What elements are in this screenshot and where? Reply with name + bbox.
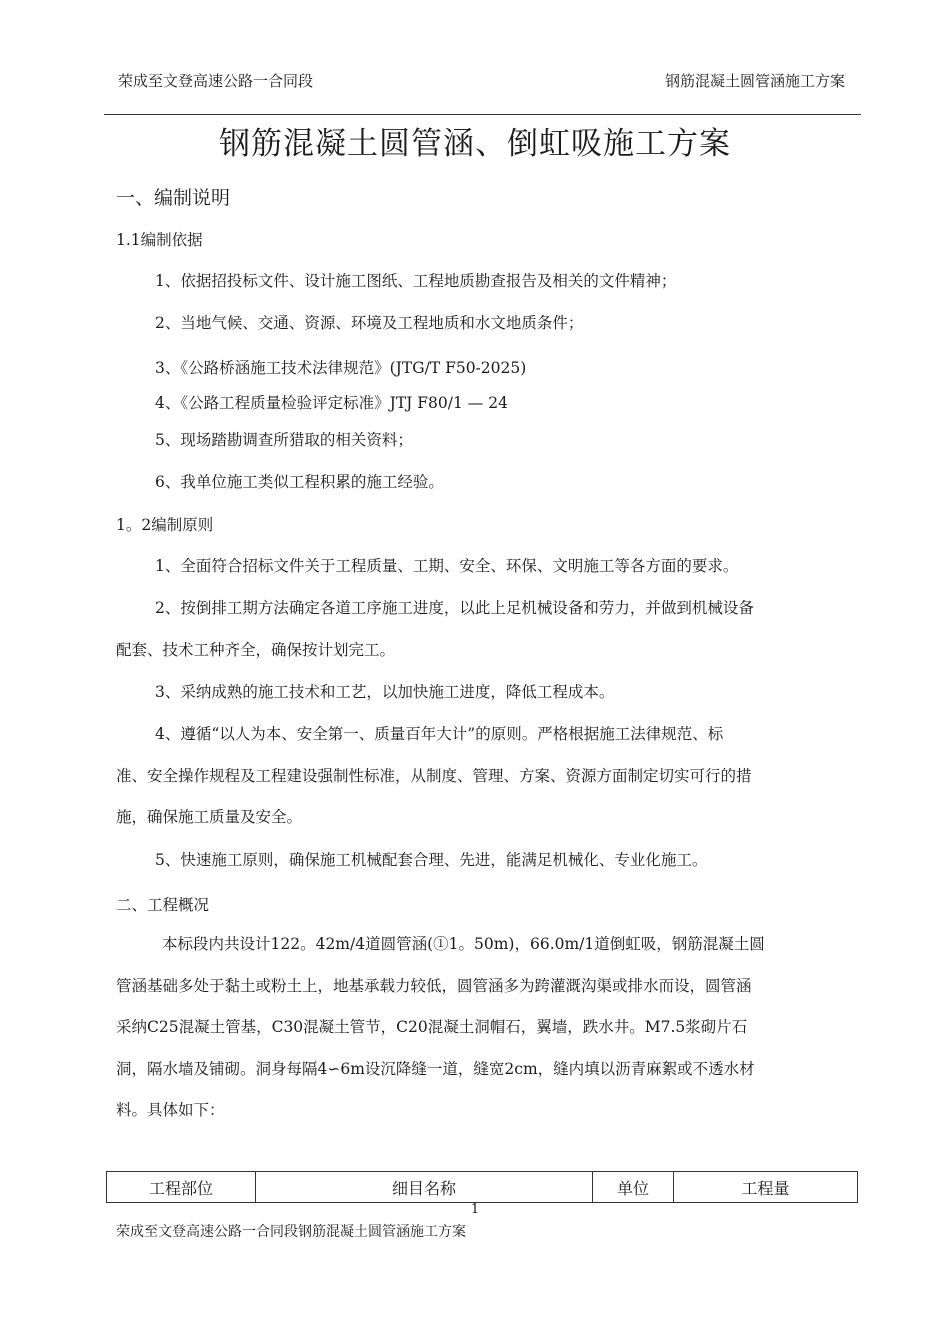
basis-item-1: 1、依据招投标文件、设计施工图纸、工程地质勘查报告及相关的文件精神；: [155, 272, 677, 290]
basis-item-3: 3、《公路桥涵施工技术法律规范》(JTG/T F50-2025): [155, 359, 527, 377]
basis-item-6: 6、我单位施工类似工程积累的施工经验。: [155, 473, 444, 491]
header-left: 荣成至文登高速公路一合同段: [118, 72, 314, 90]
principle-2-line-2: 配套、技术工种齐全，确保按计划完工。: [116, 640, 396, 659]
header-cell-item-name: 细目名称: [256, 1172, 593, 1203]
principle-5: [116, 840, 862, 882]
overview-line-4: 洞，隔水墙及铺砌。洞身每隔4∽6m设沉降缝一道，缝宽2cm，缝内填以沥青麻絮或不透水材: [116, 1059, 755, 1078]
principle-2: [116, 588, 862, 671]
principle-3: [116, 672, 862, 714]
project-overview: [116, 924, 862, 1132]
header-cell-location: 工程部位: [107, 1172, 256, 1203]
overview-line-1: 本标段内共设计122。42m/4道圆管涵(①1。50m)，66.0m/1道倒虹吸，钢筋混凝土圆: [162, 935, 765, 953]
overview-line-2: 管涵基础多处于黏土或粉土上，地基承载力较低，圆管涵多为跨灌溉沟渠或排水而设，圆管涵: [116, 976, 752, 995]
section2-heading: 二、工程概况: [116, 896, 210, 914]
overview-line-3: 采纳C25混凝土管基，C30混凝土管节，C20混凝土洞帽石，翼墙，跌水井。M7.5浆砌片石: [116, 1018, 748, 1037]
principle-4: [116, 714, 862, 839]
quantity-table: [106, 1171, 858, 1203]
principle-2-line-1: 2、按倒排工期方法确定各道工序施工进度，以此上足机械设备和劳力，并做到机械设备: [155, 599, 754, 617]
page-footer: 荣成至文登高速公路一合同段钢筋混凝土圆管涵施工方案: [116, 1224, 466, 1240]
basis-heading: 1.1编制依据: [116, 231, 203, 249]
header-right: 钢筋混凝土圆管涵施工方案: [664, 72, 845, 90]
table-header-row: [107, 1172, 858, 1203]
page-number: 1: [470, 1202, 480, 1217]
principle-3-line: 3、采纳成熟的施工技术和工艺，以加快施工进度，降低工程成本。: [155, 683, 615, 701]
principle-1-line: 1、全面符合招标文件关于工程质量、工期、安全、环保、文明施工等各方面的要求。: [155, 557, 739, 575]
basis-item-4: 4、《公路工程质量检验评定标准》JTJ F80/1 — 24: [155, 394, 508, 412]
header-cell-quantity: 工程量: [674, 1172, 858, 1203]
basis-item-2: 2、当地气候、交通、资源、环境及工程地质和水文地质条件；: [155, 314, 584, 332]
header-rule: [104, 114, 861, 115]
document-title: 钢筋混凝土圆管涵、倒虹吸施工方案: [219, 126, 731, 162]
header-cell-unit: 单位: [593, 1172, 674, 1203]
overview-line-5: 料。具体如下：: [116, 1101, 225, 1120]
basis-item-5: 5、现场踏勘调查所猎取的相关资料；: [155, 431, 413, 449]
principle-5-line: 5、快速施工原则，确保施工机械配套合理、先进，能满足机械化、专业化施工。: [155, 851, 708, 869]
principle-4-line-1: 4、遵循“以人为本、安全第一、质量百年大计”的原则。严格根据施工法律规范、标: [155, 725, 724, 743]
principle-4-line-2: 准、安全操作规程及工程建设强制性标准，从制度、管理、方案、资源方面制定切实可行的措: [116, 766, 752, 785]
principles-heading: 1。2编制原则: [116, 516, 214, 534]
section1-heading: 一、编制说明: [116, 187, 231, 209]
principle-1: [116, 546, 862, 588]
principle-4-line-3: 施，确保施工质量及安全。: [116, 808, 303, 827]
